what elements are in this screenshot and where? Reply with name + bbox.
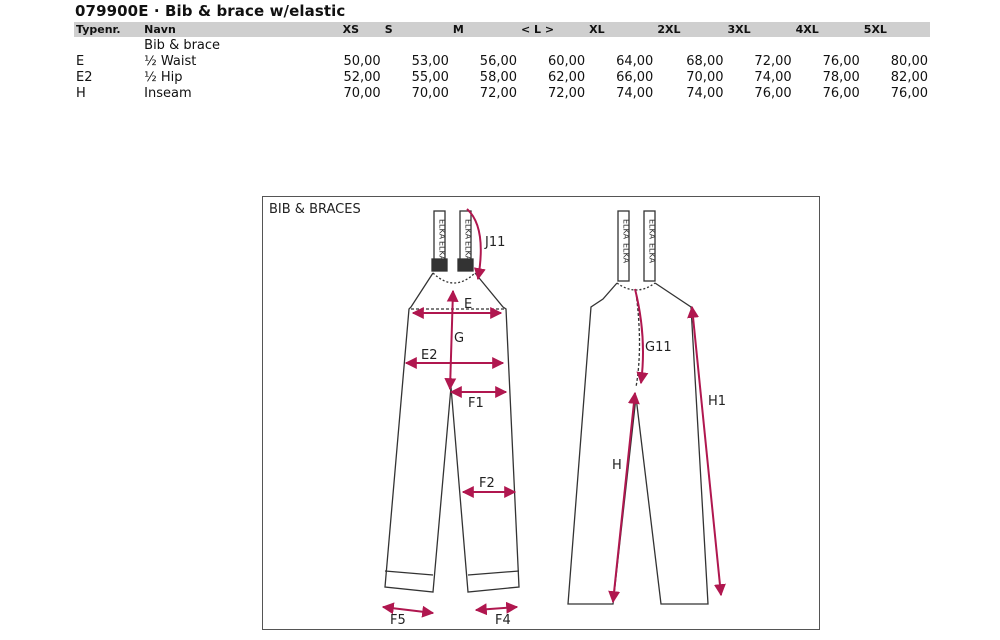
size-value: 55,00 (411, 69, 449, 85)
label-j11: J11 (485, 235, 506, 250)
strap-text: ELKA (647, 243, 657, 264)
column-header-name: Navn (142, 22, 340, 37)
label-f1: F1 (468, 396, 484, 411)
size-value: 58,00 (479, 69, 518, 85)
back-body (568, 283, 708, 604)
strap-text: ELKA (621, 243, 631, 264)
size-value: 50,00 (343, 53, 381, 69)
size-value: 72,00 (479, 85, 518, 101)
front-strap-text (438, 219, 473, 262)
bib-brace-diagram (262, 196, 820, 630)
row-code: E2 (76, 69, 93, 85)
column-header-size: XL (587, 22, 655, 37)
label-e2: E2 (421, 348, 438, 363)
arrow-f4 (476, 607, 517, 610)
table-row (74, 37, 930, 53)
column-header-size: XS (341, 22, 383, 37)
column-header-size: 3XL (725, 22, 793, 37)
size-value: 82,00 (890, 69, 928, 85)
size-value: 60,00 (547, 53, 586, 69)
size-value (341, 37, 383, 53)
page-title: 079900E · Bib & brace w/elastic (75, 2, 346, 20)
strap-text: ELKA (463, 219, 473, 240)
column-header-size: M (451, 22, 519, 37)
row-name: ½ Waist (144, 53, 197, 69)
row-code (74, 37, 142, 53)
column-header-size: < L > (519, 22, 587, 37)
column-header-size: 2XL (655, 22, 725, 37)
strap-text: ELKA (647, 219, 657, 240)
size-value (862, 37, 930, 53)
row-name: ½ Hip (144, 69, 183, 85)
front-measure-arrows (383, 209, 517, 613)
size-value (794, 37, 862, 53)
table-row (74, 53, 930, 69)
size-value: 76,00 (890, 85, 928, 101)
arrow-h (613, 393, 635, 602)
size-value: 66,00 (616, 69, 654, 85)
row-code: E (76, 53, 85, 69)
back-view (568, 211, 708, 604)
size-value: 80,00 (890, 53, 928, 69)
arrow-g (450, 291, 453, 389)
table-header-row (74, 22, 930, 37)
size-value: 74,00 (754, 69, 792, 85)
column-header-type: Typenr. (74, 22, 142, 37)
size-value: 52,00 (343, 69, 381, 85)
size-value (383, 37, 451, 53)
garment-drawing (263, 197, 819, 629)
label-h1: H1 (708, 394, 727, 409)
strap-text: ELKA (437, 241, 447, 262)
size-value: 74,00 (616, 85, 654, 101)
row-name: Inseam (144, 85, 192, 101)
label-f4: F4 (495, 613, 511, 628)
back-strap-text (622, 219, 657, 264)
size-value: 56,00 (479, 53, 518, 69)
label-f2: F2 (479, 476, 495, 491)
label-e: E (464, 297, 473, 312)
size-table (74, 22, 930, 101)
table-row (74, 85, 930, 101)
diagram-title: BIB & BRACES (269, 202, 361, 217)
row-code: H (76, 85, 86, 101)
column-header-size: S (383, 22, 451, 37)
size-value (725, 37, 793, 53)
label-h: H (612, 458, 622, 473)
size-value: 78,00 (822, 69, 860, 85)
size-value: 68,00 (686, 53, 724, 69)
strap-text: ELKA (437, 219, 447, 240)
arrow-h1 (692, 307, 721, 595)
size-value (519, 37, 587, 53)
strap-text: ELKA (621, 219, 631, 240)
label-f5: F5 (390, 613, 406, 628)
size-value: 62,00 (547, 69, 586, 85)
size-value: 70,00 (411, 85, 449, 101)
row-name: Bib & brace (144, 37, 221, 53)
label-g: G (454, 331, 465, 346)
column-header-size: 4XL (794, 22, 862, 37)
size-value: 53,00 (411, 53, 449, 69)
size-value: 76,00 (822, 53, 860, 69)
size-value: 76,00 (754, 85, 792, 101)
size-value: 70,00 (686, 69, 724, 85)
size-value (655, 37, 725, 53)
size-value: 72,00 (754, 53, 792, 69)
strap-text: ELKA (463, 241, 473, 262)
column-header-size: 5XL (862, 22, 930, 37)
front-view (385, 211, 519, 592)
size-value (451, 37, 519, 53)
size-value: 64,00 (616, 53, 654, 69)
label-g11: G11 (645, 340, 672, 355)
size-value: 76,00 (822, 85, 860, 101)
size-value: 70,00 (343, 85, 381, 101)
size-value: 74,00 (686, 85, 724, 101)
size-value (587, 37, 655, 53)
size-value: 72,00 (547, 85, 586, 101)
table-row (74, 69, 930, 85)
